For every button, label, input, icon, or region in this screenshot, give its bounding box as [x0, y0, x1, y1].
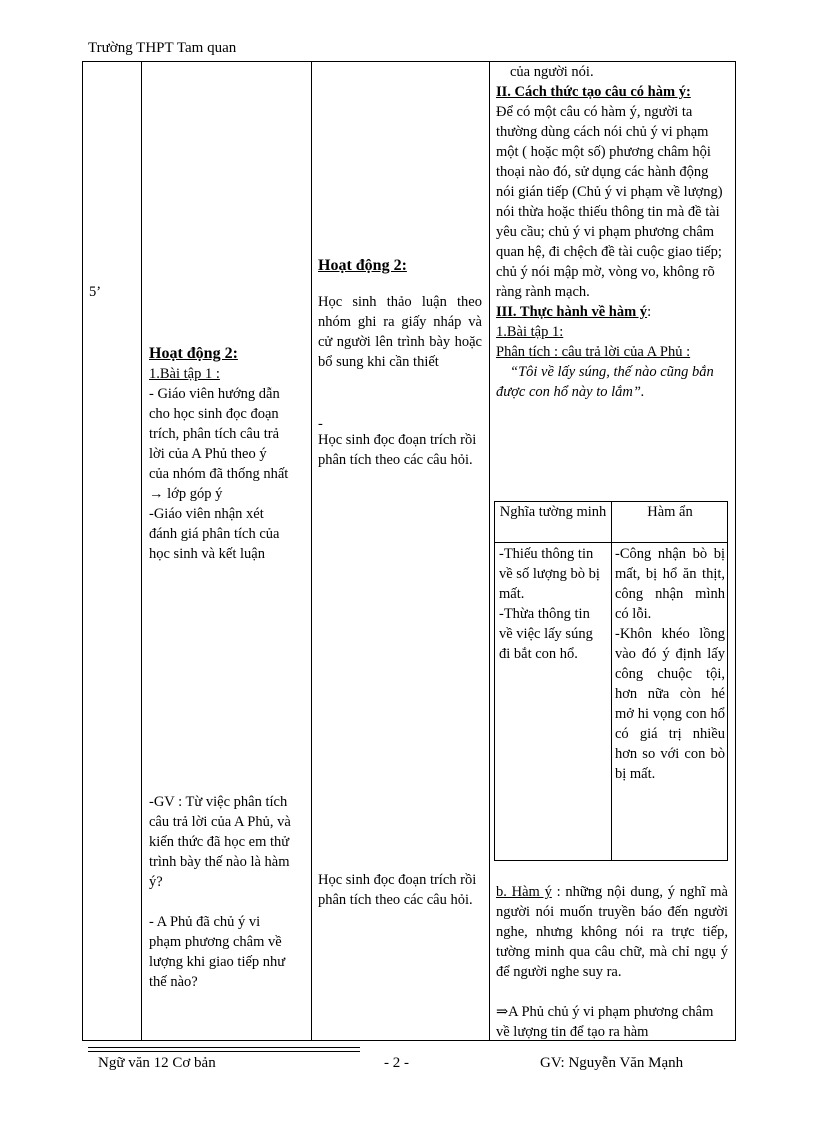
section2-body: Để có một câu có hàm ý, người ta thường dùng cách nói chủ ý vi phạm một ( hoặc một số) phương châm hội thoại nào đó, sử dụng các hành động nói gián tiếp (Chủ ý vi phạm về lượng) nói thừa hoặc thiếu thông tin mà đề tài yêu cầu; chủ ý vi phạm phương châm quan hệ, đi chệch đề tài cuộc giao tiếp; chủ ý nói mập mờ, vòng vo, không rõ ràng rành mạch.: [496, 104, 723, 300]
student-discussion: Học sinh thảo luận theo nhóm ghi ra giấy nháp và cử người lên trình bày hoặc bổ sung khi cần thiết: [318, 294, 482, 370]
header-explicit-meaning: Nghĩa tường minh: [499, 504, 607, 520]
hamy-body: : những nội dung, ý nghĩ mà người nói muốn truyền báo đến người nghe, nhưng không nói ra trực tiếp, tường minh qua câu chữ, mà chỉ ngụ ý để người nghe suy ra.: [496, 884, 728, 980]
lesson-table: [82, 61, 736, 1041]
hamy-label: b. Hàm ý: [496, 884, 552, 900]
exercise-title: 1.Bài tập 1 :: [149, 366, 220, 382]
teacher-question-aphu: - A Phủ đã chủ ý vi phạm phương châm về lượng khi giao tiếp như thế nào?: [149, 914, 286, 990]
time-cell: 5’: [89, 284, 102, 300]
column-divider: [141, 62, 142, 1040]
student-activity-title: Hoạt động 2:: [318, 257, 407, 274]
footer-rule: [88, 1047, 360, 1048]
student-dash: -: [318, 416, 323, 432]
column-divider: [489, 62, 490, 1040]
conclusion-text: ⇒A Phủ chủ ý vi phạm phương châm về lượng tin để tạo ra hàm: [496, 1004, 714, 1040]
footer-subject: Ngữ văn 12 Cơ bản: [98, 1055, 216, 1071]
implicit-meaning-cell: -Công nhận bò bị mất, bị hổ ăn thịt, công nhận mình có lỗi. -Khôn khéo lồng vào đó ý định lấy công chuộc tội, hơn nữa còn hé mở hi vọng con hổ có giá trị nhiều hơn so với con bò bị mất.: [615, 546, 725, 782]
explicit-meaning-cell: -Thiếu thông tin về số lượng bò bị mất. -Thừa thông tin về việc lấy súng đi bắt con hổ.: [499, 546, 600, 662]
content-column: [496, 62, 730, 402]
student-reading-2: Học sinh đọc đoạn trích rồi phân tích theo các câu hỏi.: [318, 872, 477, 908]
section2-title: II. Cách thức tạo câu có hàm ý:: [496, 84, 691, 100]
hamy-definition: [496, 882, 728, 982]
section3-title: III. Thực hành về hàm ý: [496, 304, 648, 320]
page-header-school: Trường THPT Tam quan: [88, 40, 237, 56]
footer-rule: [88, 1051, 360, 1052]
footer-page-number: - 2 -: [384, 1055, 409, 1071]
section3-colon: :: [647, 304, 652, 320]
teacher-column: [149, 344, 307, 564]
meaning-table-divider: [611, 502, 612, 860]
teacher-activity-title: Hoạt động 2:: [149, 345, 238, 362]
meaning-table: [494, 501, 728, 861]
column-divider: [311, 62, 312, 1040]
teacher-instruction: - Giáo viên hướng dẫn cho học sinh đọc đoạn trích, phân tích câu trả lời của A Phủ theo ý của nhóm đã thống nhất → lớp góp ý: [149, 386, 289, 502]
teacher-question-hamy: -GV : Từ việc phân tích câu trả lời của A Phủ, và kiến thức đã học em thử trình bày thế nào là hàm ý?: [149, 794, 291, 890]
aphu-quote: “Tôi về lấy súng, thế nào cũng bắn được con hổ này to lắm”.: [496, 364, 714, 400]
header-implicit-meaning: Hàm ẩn: [647, 504, 693, 520]
footer-teacher: GV: Nguyễn Văn Mạnh: [540, 1055, 684, 1071]
student-reading-1: Học sinh đọc đoạn trích rồi phân tích theo các câu hỏi.: [318, 432, 477, 468]
teacher-evaluation: -Giáo viên nhận xét đánh giá phân tích của học sinh và kết luận: [149, 506, 280, 562]
meaning-table-header-line: [495, 542, 727, 543]
exercise1-title: 1.Bài tập 1:: [496, 324, 564, 340]
content-top-line: của người nói.: [510, 64, 594, 80]
exercise1-analysis: Phân tích : câu trả lời của A Phủ :: [496, 344, 691, 360]
